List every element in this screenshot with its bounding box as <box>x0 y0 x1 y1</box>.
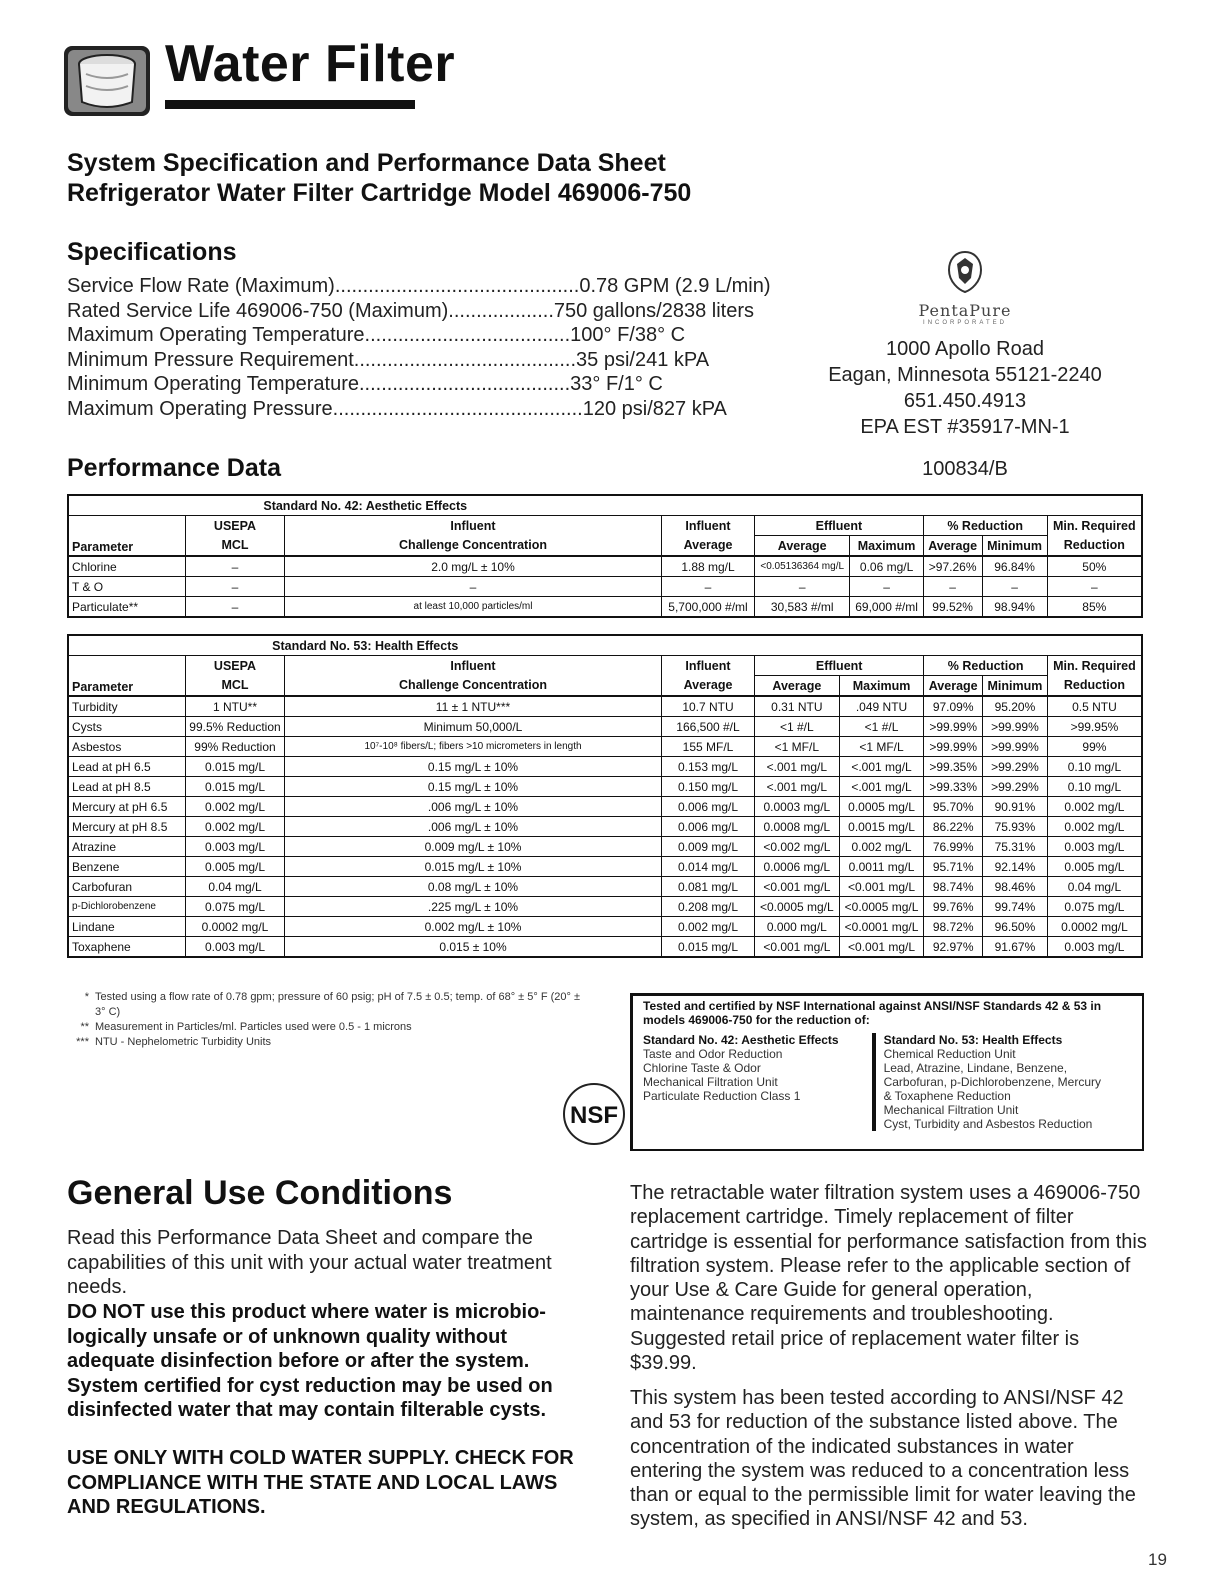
col-effluent-average: Average <box>755 676 840 697</box>
performance-heading: Performance Data <box>67 454 281 482</box>
table-cell: 99.5% Reduction <box>186 717 285 737</box>
spec-row <box>67 348 787 373</box>
table-cell: – <box>850 577 923 597</box>
table-row <box>68 917 1142 937</box>
spec-row <box>67 397 787 422</box>
footnotes <box>67 990 587 1050</box>
spec-leader-dots: ................... <box>448 299 554 322</box>
col-reduction-average: Average <box>924 676 983 697</box>
certification-box <box>630 993 1144 1151</box>
table-cell: 0.208 mg/L <box>662 897 755 917</box>
table-53-title-spacer <box>662 635 1143 656</box>
table-cell: 98.94% <box>982 597 1047 618</box>
spec-value: 100° F/38° C <box>570 324 686 346</box>
table-cell: >99.95% <box>1047 717 1142 737</box>
table-42-body <box>68 556 1142 617</box>
table-cell: 0.0008 mg/L <box>755 817 840 837</box>
table-cell: – <box>1047 577 1142 597</box>
table-cell: 0.0003 mg/L <box>755 797 840 817</box>
table-cell: 0.006 mg/L <box>662 817 755 837</box>
cert-item: & Toxaphene Reduction <box>883 1089 1011 1103</box>
footnote-text: Tested using a flow rate of 0.78 gpm; pressure of 60 psig; pH of 7.5 ± 0.5; temp. of 68° ± 5° F (20° ± 3° C) <box>95 991 581 1018</box>
table-row <box>68 597 1142 618</box>
table-cell: 0.04 mg/L <box>1047 877 1142 897</box>
table-cell: 0.003 mg/L <box>186 837 285 857</box>
table-cell: 97.09% <box>924 696 983 717</box>
table-cell: 90.91% <box>982 797 1047 817</box>
spec-name: Rated Service Life 469006-750 (Maximum) <box>67 299 449 322</box>
col-mcl: MCL <box>186 536 285 557</box>
table-cell: <1 MF/L <box>755 737 840 757</box>
table-42-title-spacer <box>662 495 1143 516</box>
table-row <box>68 717 1142 737</box>
cert-item: Chemical Reduction Unit <box>883 1047 1016 1061</box>
table-cell: 96.84% <box>982 556 1047 577</box>
table-cell: 0.003 mg/L <box>1047 837 1142 857</box>
table-standard-42 <box>67 494 1143 618</box>
spec-leader-dots: ........................................ <box>353 348 577 371</box>
table-cell: 92.97% <box>924 937 983 958</box>
table-cell: p-Dichlorobenzene <box>68 897 186 917</box>
table-cell: 0.0002 mg/L <box>186 917 285 937</box>
footnote <box>67 1035 587 1050</box>
table-cell: – <box>186 556 285 577</box>
col-effluent: Effluent <box>755 516 924 536</box>
table-cell: .049 NTU <box>839 696 924 717</box>
col-min-req-1: Min. Required <box>1047 516 1142 536</box>
table-cell: <0.001 mg/L <box>755 937 840 958</box>
table-cell: 0.000 mg/L <box>755 917 840 937</box>
table-cell: 95.20% <box>982 696 1047 717</box>
table-cell: 0.0011 mg/L <box>839 857 924 877</box>
col-effluent: Effluent <box>755 656 924 676</box>
spec-row <box>67 299 787 324</box>
footnote-mark: ** <box>80 1021 89 1033</box>
company-name: PentaPure <box>918 301 1012 320</box>
table-cell: <0.002 mg/L <box>755 837 840 857</box>
table-cell: 10⁷-10⁸ fibers/L; fibers >10 micrometers in length <box>285 737 662 757</box>
table-cell: Turbidity <box>68 696 186 717</box>
table-cell: 76.99% <box>924 837 983 857</box>
nsf-logo-icon <box>562 1082 626 1146</box>
spec-leader-dots: ............................................ <box>334 275 580 297</box>
table-row <box>68 777 1142 797</box>
table-row <box>68 757 1142 777</box>
table-cell: 30,583 #/ml <box>755 597 850 618</box>
col-parameter: Parameter <box>68 656 186 697</box>
table-cell: >99.99% <box>982 737 1047 757</box>
table-cell: 0.31 NTU <box>755 696 840 717</box>
general-use-paragraph: Read this Performance Data Sheet and compare the capabilities of this unit with your actual water treatment needs. <box>67 1227 552 1298</box>
spec-name: Minimum Pressure Requirement <box>67 348 354 371</box>
table-cell: 0.009 mg/L <box>662 837 755 857</box>
spec-leader-dots: ............................................. <box>332 397 583 420</box>
table-cell: 11 ± 1 NTU*** <box>285 696 662 717</box>
company-subtitle: INCORPORATED <box>923 320 1007 326</box>
table-cell: 75.31% <box>982 837 1047 857</box>
table-cell: 0.015 mg/L ± 10% <box>285 857 662 877</box>
table-standard-53 <box>67 634 1143 958</box>
table-cell: 95.71% <box>924 857 983 877</box>
table-cell: at least 10,000 particles/ml <box>285 597 662 618</box>
table-cell: .225 mg/L ± 10% <box>285 897 662 917</box>
table-cell: Asbestos <box>68 737 186 757</box>
document-title <box>67 148 867 208</box>
cert-item: Taste and Odor Reduction <box>643 1047 783 1061</box>
footnote <box>67 990 587 1020</box>
table-cell: 0.002 mg/L ± 10% <box>285 917 662 937</box>
table-cell: 0.003 mg/L <box>186 937 285 958</box>
table-cell: 99.76% <box>924 897 983 917</box>
table-cell: <0.0001 mg/L <box>839 917 924 937</box>
table-row <box>68 556 1142 577</box>
table-cell: 0.009 mg/L ± 10% <box>285 837 662 857</box>
table-cell: – <box>285 577 662 597</box>
table-cell: 0.10 mg/L <box>1047 757 1142 777</box>
table-cell: Carbofuran <box>68 877 186 897</box>
table-row <box>68 877 1142 897</box>
table-cell: 50% <box>1047 556 1142 577</box>
table-cell: <.001 mg/L <box>839 777 924 797</box>
table-cell: 0.075 mg/L <box>186 897 285 917</box>
table-cell: 1 NTU** <box>186 696 285 717</box>
col-reduction-minimum: Minimum <box>982 536 1047 557</box>
table-cell: 99% <box>1047 737 1142 757</box>
table-cell: Mercury at pH 6.5 <box>68 797 186 817</box>
table-cell: 0.006 mg/L <box>662 797 755 817</box>
table-cell: <.001 mg/L <box>755 777 840 797</box>
table-cell: 0.005 mg/L <box>186 857 285 877</box>
table-cell: Toxaphene <box>68 937 186 958</box>
table-cell: >99.29% <box>982 757 1047 777</box>
col-parameter: Parameter <box>68 516 186 557</box>
table-cell: 96.50% <box>982 917 1047 937</box>
table-cell: 0.15 mg/L ± 10% <box>285 777 662 797</box>
document-title-line-1: System Specification and Performance Data Sheet <box>67 149 666 177</box>
table-row <box>68 696 1142 717</box>
table-cell: >99.35% <box>924 757 983 777</box>
company-phone: 651.450.4913 <box>903 390 1027 412</box>
table-row <box>68 817 1142 837</box>
table-cell: <1 #/L <box>839 717 924 737</box>
table-cell: <.001 mg/L <box>839 757 924 777</box>
table-cell: .006 mg/L ± 10% <box>285 797 662 817</box>
table-cell: <0.001 mg/L <box>839 877 924 897</box>
pentapure-logo-icon <box>945 250 985 294</box>
table-row <box>68 837 1142 857</box>
spec-name: Maximum Operating Pressure <box>67 397 333 420</box>
table-row <box>68 937 1142 958</box>
table-cell: 99% Reduction <box>186 737 285 757</box>
table-cell: 0.075 mg/L <box>1047 897 1142 917</box>
spec-leader-dots: ..................................... <box>364 324 571 346</box>
spec-row <box>67 274 787 299</box>
specifications-heading: Specifications <box>67 238 237 266</box>
table-cell: Benzene <box>68 857 186 877</box>
document-title-line-2: Refrigerator Water Filter Cartridge Model 469006-750 <box>67 179 692 207</box>
table-cell: 0.015 mg/L <box>662 937 755 958</box>
table-cell: >99.33% <box>924 777 983 797</box>
table-cell: 0.002 mg/L <box>662 917 755 937</box>
table-cell: 0.0015 mg/L <box>839 817 924 837</box>
company-epa: EPA EST #35917-MN-1 <box>860 416 1070 438</box>
col-effluent-maximum: Maximum <box>839 676 924 697</box>
page-header-title: Water Filter <box>165 35 456 93</box>
table-cell: 0.06 mg/L <box>850 556 923 577</box>
table-cell: Atrazine <box>68 837 186 857</box>
table-cell: 92.14% <box>982 857 1047 877</box>
table-cell: <0.0005 mg/L <box>839 897 924 917</box>
footnote-mark: * <box>84 991 89 1003</box>
table-cell: <0.05136364 mg/L <box>755 556 850 577</box>
water-filter-cartridge-icon <box>62 40 152 118</box>
col-challenge: Challenge Concentration <box>285 676 662 697</box>
table-cell: <0.001 mg/L <box>839 937 924 958</box>
certification-heading: Tested and certified by NSF International against ANSI/NSF Standards 42 & 53 in models 469006-750 for the reduction of: <box>643 999 1102 1027</box>
table-cell: 86.22% <box>924 817 983 837</box>
table-cell: Mercury at pH 8.5 <box>68 817 186 837</box>
footnote-text: Measurement in Particles/ml. Particles used were 0.5 - 1 microns <box>95 1021 412 1033</box>
table-cell: 69,000 #/ml <box>850 597 923 618</box>
cert-item: Particulate Reduction Class 1 <box>643 1089 801 1103</box>
table-cell: 1.88 mg/L <box>662 556 755 577</box>
footnote-text: NTU - Nephelometric Turbidity Units <box>95 1036 272 1048</box>
table-cell: 0.15 mg/L ± 10% <box>285 757 662 777</box>
cert-item: Mechanical Filtration Unit <box>883 1103 1019 1117</box>
col-reduction: % Reduction <box>924 656 1048 676</box>
col-challenge: Challenge Concentration <box>285 536 662 557</box>
table-cell: – <box>923 577 982 597</box>
table-53-title: Standard No. 53: Health Effects <box>68 635 662 656</box>
testing-paragraph: This system has been tested according to ANSI/NSF 42 and 53 for reduction of the substance listed above. The concentration of the indicated substances in water entering the system was reduced to a concentration less than or equal to the permissible limit for water leaving the system, as specified in ANSI/NSF 42 and 53. <box>630 1387 1136 1531</box>
document-code: 100834/B <box>922 458 1008 480</box>
table-cell: 2.0 mg/L ± 10% <box>285 556 662 577</box>
col-min-req-2: Reduction <box>1047 676 1142 697</box>
table-cell: >99.29% <box>982 777 1047 797</box>
table-cell: <1 #/L <box>755 717 840 737</box>
footnote <box>67 1020 587 1035</box>
spec-value: 0.78 GPM (2.9 L/min) <box>579 275 771 297</box>
spec-value: 120 psi/827 kPA <box>582 397 727 420</box>
col-influent-avg-1: Influent <box>662 656 755 676</box>
table-cell: 0.002 mg/L <box>1047 797 1142 817</box>
table-cell: 0.0002 mg/L <box>1047 917 1142 937</box>
spec-row <box>67 372 787 397</box>
spec-name: Maximum Operating Temperature <box>67 324 365 346</box>
col-influent: Influent <box>285 656 662 676</box>
certification-col-53 <box>872 1033 1132 1131</box>
table-cell: 0.015 mg/L <box>186 757 285 777</box>
cert-item: Chlorine Taste & Odor <box>643 1061 761 1075</box>
table-cell: <1 MF/L <box>839 737 924 757</box>
spec-value: 750 gallons/2838 liters <box>553 299 755 322</box>
table-row <box>68 737 1142 757</box>
col-effluent-maximum: Maximum <box>850 536 923 557</box>
table-cell: 91.67% <box>982 937 1047 958</box>
table-cell: 0.04 mg/L <box>186 877 285 897</box>
spec-value: 35 psi/241 kPA <box>576 348 710 371</box>
col-min-req-2: Reduction <box>1047 536 1142 557</box>
table-cell: 155 MF/L <box>662 737 755 757</box>
col-reduction-average: Average <box>923 536 982 557</box>
table-cell: <0.001 mg/L <box>755 877 840 897</box>
table-cell: 98.46% <box>982 877 1047 897</box>
col-reduction: % Reduction <box>923 516 1047 536</box>
company-address-1: 1000 Apollo Road <box>886 338 1044 360</box>
page-number: 19 <box>1148 1550 1167 1569</box>
general-use-warning-1: DO NOT use this product where water is microbio-logically unsafe or of unknown quality without adequate disinfection before or after the system. System certified for cyst reduction may be used on disinfected water that may contain filterable cysts. <box>67 1301 553 1421</box>
table-row <box>68 857 1142 877</box>
spec-name: Service Flow Rate (Maximum) <box>67 275 335 297</box>
col-min-req-1: Min. Required <box>1047 656 1142 676</box>
table-cell: Chlorine <box>68 556 186 577</box>
table-cell: 99.74% <box>982 897 1047 917</box>
table-cell: – <box>982 577 1047 597</box>
table-cell: 166,500 #/L <box>662 717 755 737</box>
table-cell: 0.003 mg/L <box>1047 937 1142 958</box>
table-cell: 0.081 mg/L <box>662 877 755 897</box>
specifications-list <box>67 274 787 421</box>
company-address-2: Eagan, Minnesota 55121-2240 <box>828 364 1102 386</box>
table-cell: 0.015 mg/L <box>186 777 285 797</box>
table-cell: .006 mg/L ± 10% <box>285 817 662 837</box>
spec-name: Minimum Operating Temperature <box>67 373 359 395</box>
header-rule <box>165 100 415 109</box>
table-cell: Particulate** <box>68 597 186 618</box>
table-cell: 0.08 mg/L ± 10% <box>285 877 662 897</box>
table-cell: Lead at pH 6.5 <box>68 757 186 777</box>
table-cell: 0.002 mg/L <box>186 797 285 817</box>
certification-col-42-title: Standard No. 42: Aesthetic Effects <box>643 1033 839 1047</box>
table-cell: 0.150 mg/L <box>662 777 755 797</box>
table-cell: Cysts <box>68 717 186 737</box>
table-cell: – <box>662 577 755 597</box>
table-cell: 0.002 mg/L <box>1047 817 1142 837</box>
col-influent-avg-2: Average <box>662 536 755 557</box>
table-cell: 0.5 NTU <box>1047 696 1142 717</box>
certification-col-53-title: Standard No. 53: Health Effects <box>883 1033 1063 1047</box>
table-cell: 0.0005 mg/L <box>839 797 924 817</box>
col-influent: Influent <box>285 516 662 536</box>
spec-leader-dots: ...................................... <box>358 373 571 395</box>
table-cell: 10.7 NTU <box>662 696 755 717</box>
table-cell: 85% <box>1047 597 1142 618</box>
table-cell: 0.015 ± 10% <box>285 937 662 958</box>
table-cell: T & O <box>68 577 186 597</box>
table-42-title: Standard No. 42: Aesthetic Effects <box>68 495 662 516</box>
replacement-paragraph: The retractable water filtration system uses a 469006-750 replacement cartridge. Timely replacement of filter cartridge is essential for performance satisfaction from this filtration system. Please refer to the applicable section of your Use & Care Guide for general operation, maintenance requirements and troubleshooting. Suggested retail price of replacement water filter is $39.99. <box>630 1182 1147 1375</box>
col-influent-avg-1: Influent <box>662 516 755 536</box>
table-cell: 75.93% <box>982 817 1047 837</box>
cert-item: Carbofuran, p-Dichlorobenzene, Mercury <box>883 1075 1101 1089</box>
table-cell: 0.153 mg/L <box>662 757 755 777</box>
col-usepa: USEPA <box>186 656 285 676</box>
table-row <box>68 577 1142 597</box>
col-mcl: MCL <box>186 676 285 697</box>
col-reduction-minimum: Minimum <box>982 676 1047 697</box>
table-cell: Minimum 50,000/L <box>285 717 662 737</box>
table-cell: – <box>186 597 285 618</box>
table-cell: >99.99% <box>982 717 1047 737</box>
table-cell: 0.005 mg/L <box>1047 857 1142 877</box>
table-cell: 98.74% <box>924 877 983 897</box>
table-cell: 0.0006 mg/L <box>755 857 840 877</box>
table-row <box>68 897 1142 917</box>
table-53-body <box>68 696 1142 957</box>
cert-item: Mechanical Filtration Unit <box>643 1075 778 1089</box>
table-cell: 0.002 mg/L <box>186 817 285 837</box>
table-cell: – <box>755 577 850 597</box>
table-cell: Lead at pH 8.5 <box>68 777 186 797</box>
col-usepa: USEPA <box>186 516 285 536</box>
spec-value: 33° F/1° C <box>570 373 663 395</box>
table-cell: 0.014 mg/L <box>662 857 755 877</box>
company-info <box>800 250 1130 481</box>
col-effluent-average: Average <box>755 536 850 557</box>
table-row <box>68 797 1142 817</box>
general-use-heading: General Use Conditions <box>67 1174 453 1212</box>
table-cell: 0.10 mg/L <box>1047 777 1142 797</box>
table-cell: <0.0005 mg/L <box>755 897 840 917</box>
nsf-logo-text: NSF <box>570 1102 618 1129</box>
table-cell: >99.99% <box>924 717 983 737</box>
table-cell: – <box>186 577 285 597</box>
table-cell: 98.72% <box>924 917 983 937</box>
certification-col-42 <box>643 1033 872 1131</box>
table-cell: 5,700,000 #/ml <box>662 597 755 618</box>
table-cell: 99.52% <box>923 597 982 618</box>
cert-item: Lead, Atrazine, Lindane, Benzene, <box>883 1061 1068 1075</box>
table-cell: >99.99% <box>924 737 983 757</box>
spec-row <box>67 323 787 348</box>
table-cell: 0.002 mg/L <box>839 837 924 857</box>
footnote-mark: *** <box>76 1036 89 1048</box>
table-cell: Lindane <box>68 917 186 937</box>
col-influent-avg-2: Average <box>662 676 755 697</box>
table-cell: <.001 mg/L <box>755 757 840 777</box>
cert-item: Cyst, Turbidity and Asbestos Reduction <box>883 1117 1093 1131</box>
table-cell: 95.70% <box>924 797 983 817</box>
general-use-warning-2: USE ONLY WITH COLD WATER SUPPLY. CHECK FOR COMPLIANCE WITH THE STATE AND LOCAL LAWS AND REGULATIONS. <box>67 1447 574 1518</box>
table-cell: >97.26% <box>923 556 982 577</box>
